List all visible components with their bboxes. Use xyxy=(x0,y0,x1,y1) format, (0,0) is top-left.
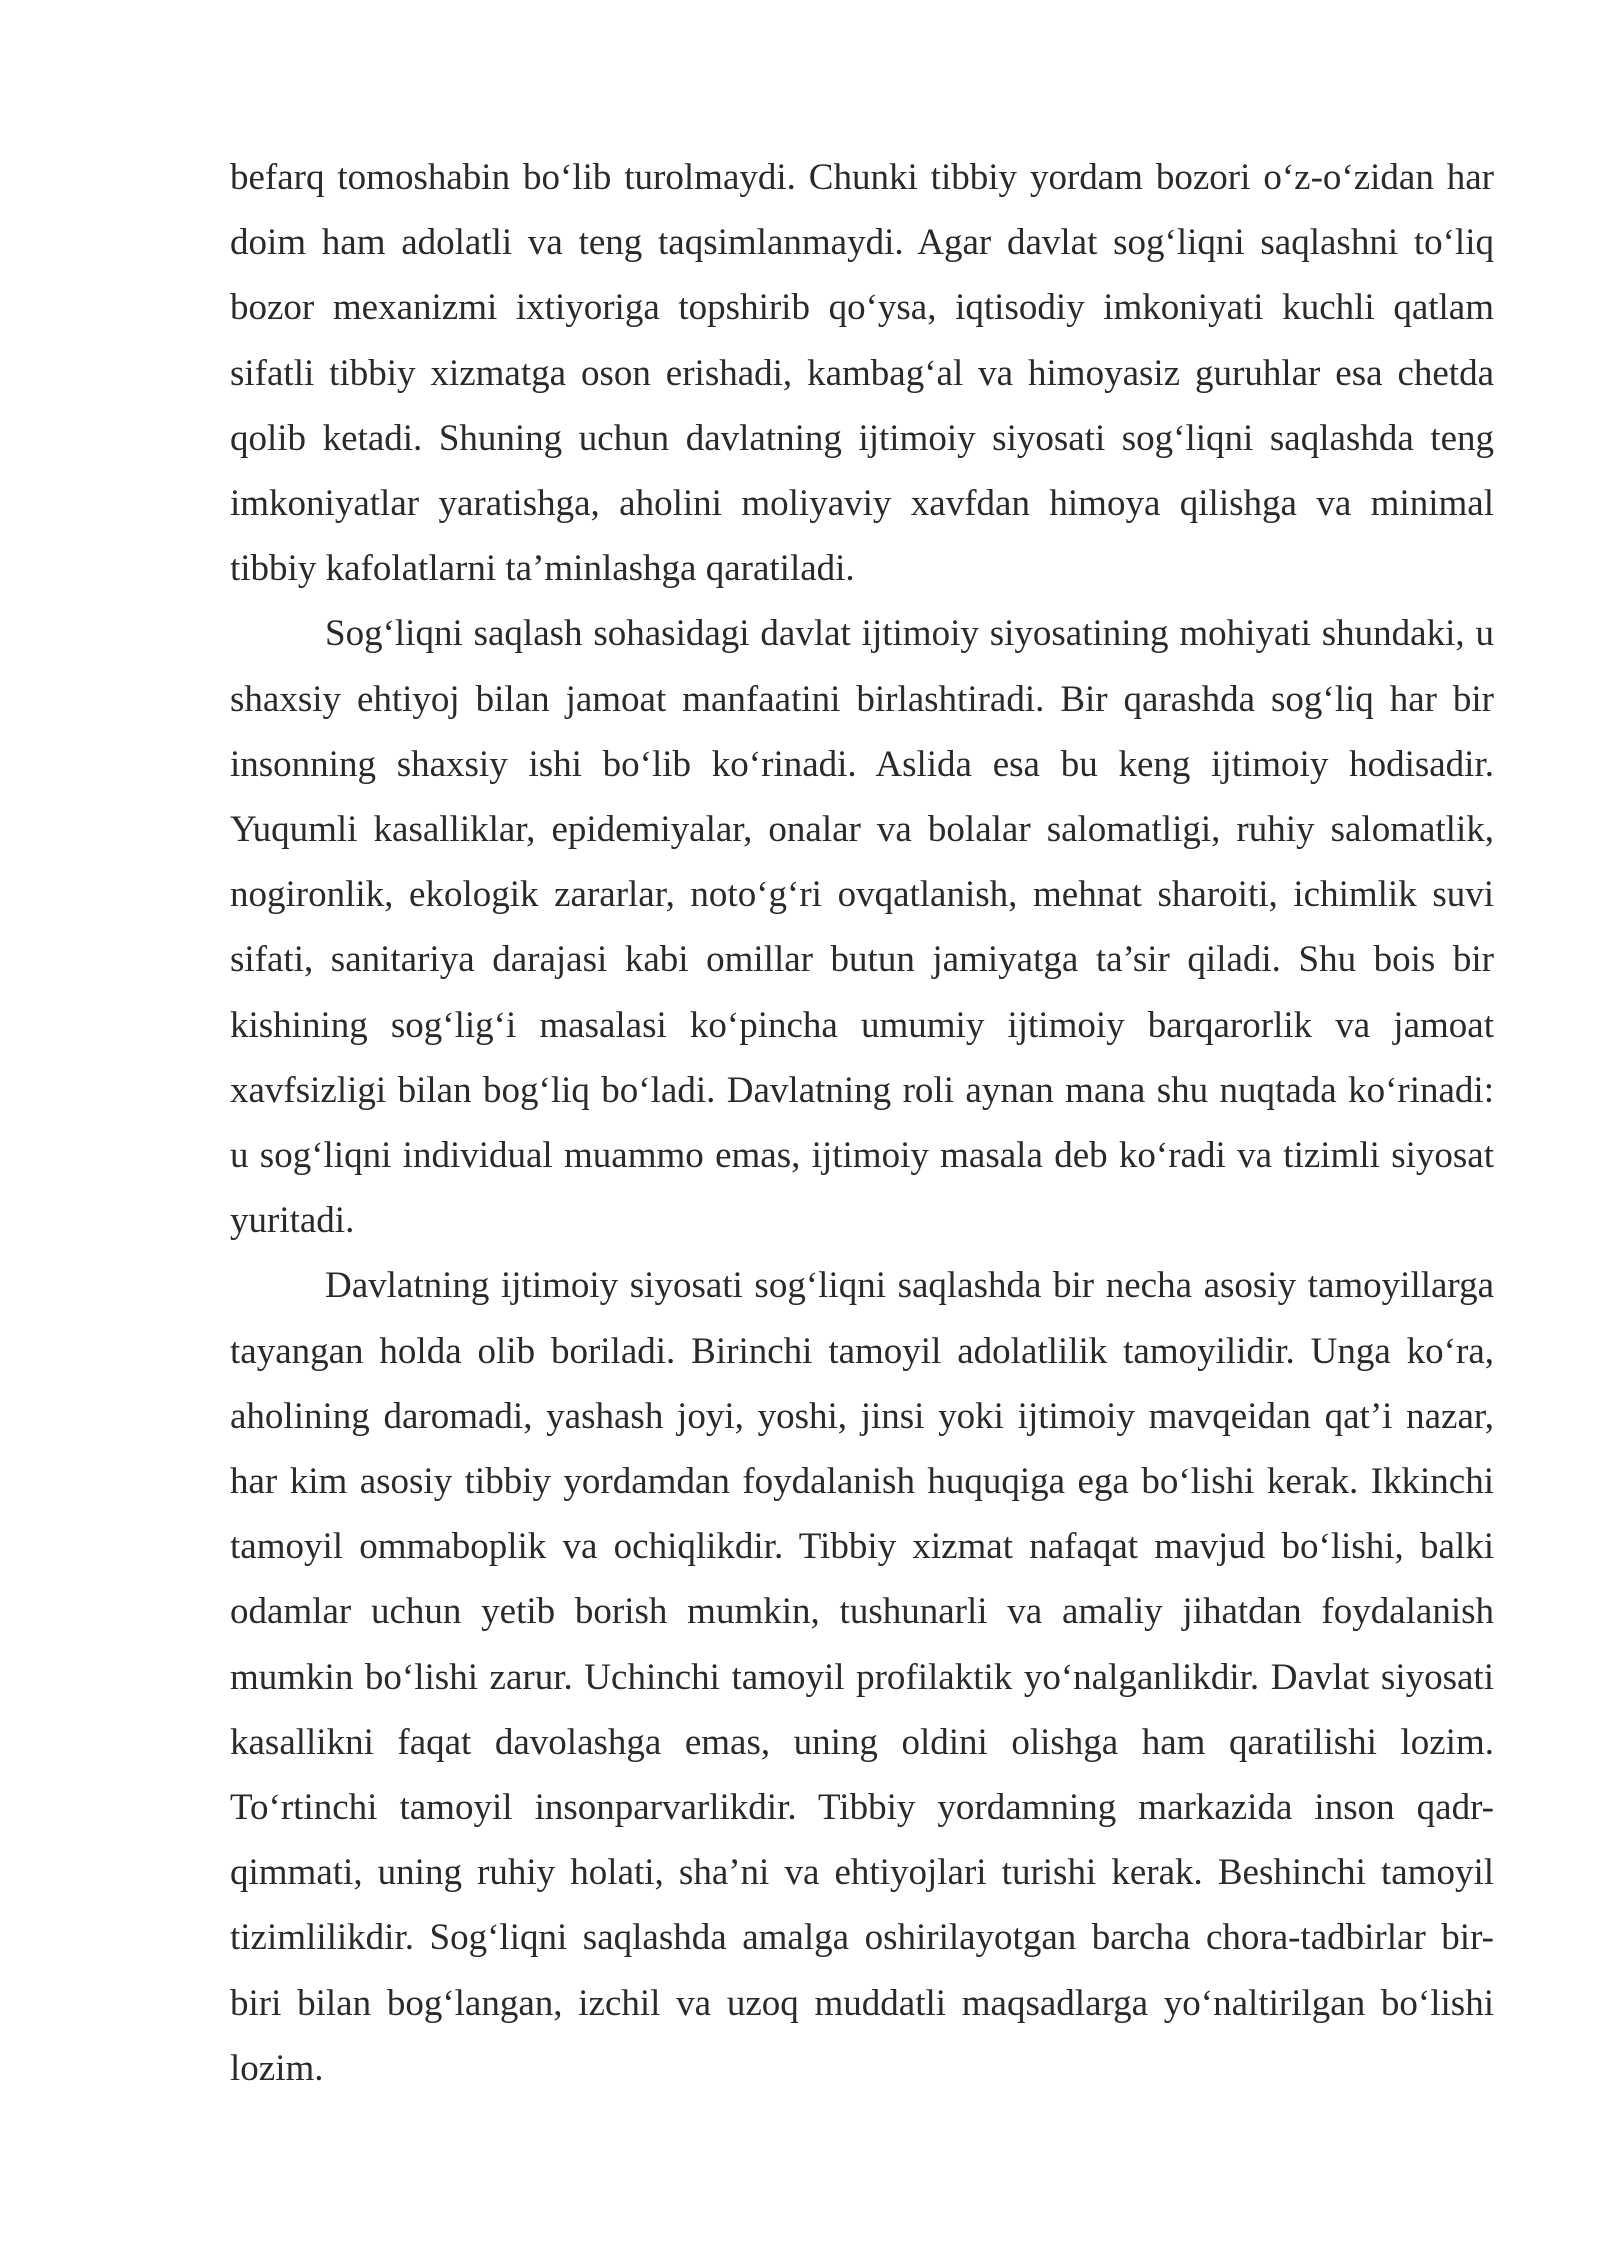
paragraph-continued: befarq tomoshabin bo‘lib turolmaydi. Chunki tibbiy yordam bozori o‘z-o‘zidan har doim ham adolatli va teng taqsimlanmaydi. Agar davlat sog‘liqni saqlashni to‘liq bozor mexanizmi ixtiyoriga topshirib qo‘ysa, iqtisodiy imkoniyati kuchli qatlam sifatli tibbiy xizmatga oson erishadi, kambag‘al va himoyasiz guruhlar esa chetda qolib ketadi. Shuning uchun davlatning ijtimoiy siyosati sog‘liqni saqlashda teng imkoniyatlar yaratishga, aholini moliyaviy xavfdan himoya qilishga va minimal tibbiy kafolatlarni ta’minlashga qaratiladi. xyxy=(230,157,1494,590)
paragraph: Sog‘liqni saqlash sohasidagi davlat ijtimoiy siyosatining mohiyati shundaki, u shaxsiy ehtiyoj bilan jamoat manfaatini birlashtiradi. Bir qarashda sog‘liq har bir insonning shaxsiy ishi bo‘lib ko‘rinadi. Aslida esa bu keng ijtimoiy hodisadir. Yuqumli kasalliklar, epidemiyalar, onalar va bolalar salomatligi, ruhiy salomatlik, nogironlik, ekologik zararlar, noto‘g‘ri ovqatlanish, mehnat sharoiti, ichimlik suvi sifati, sanitariya darajasi kabi omillar butun jamiyatga ta’sir qiladi. Shu bois bir kishining sog‘lig‘i masalasi ko‘pincha umumiy ijtimoiy barqarorlik va jamoat xavfsizligi bilan bog‘liq bo‘ladi. Davlatning roli aynan mana shu nuqtada ko‘rinadi: u sog‘liqni individual muammo emas, ijtimoiy masala deb ko‘radi va tizimli siyosat yuritadi. xyxy=(230,613,1494,1242)
document-body xyxy=(230,145,1494,2101)
paragraph: Davlatning ijtimoiy siyosati sog‘liqni saqlashda bir necha asosiy tamoyillarga tayangan holda olib boriladi. Birinchi tamoyil adolatlilik tamoyilidir. Unga ko‘ra, aholining daromadi, yashash joyi, yoshi, jinsi yoki ijtimoiy mavqeidan qat’i nazar, har kim asosiy tibbiy yordamdan foydalanish huquqiga ega bo‘lishi kerak. Ikkinchi tamoyil ommaboplik va ochiqlikdir. Tibbiy xizmat nafaqat mavjud bo‘lishi, balki odamlar uchun yetib borish mumkin, tushunarli va amaliy jihatdan foydalanish mumkin bo‘lishi zarur. Uchinchi tamoyil profilaktik yo‘nalganlikdir. Davlat siyosati kasallikni faqat davolashga emas, uning oldini olishga ham qaratilishi lozim. To‘rtinchi tamoyil insonparvarlikdir. Tibbiy yordamning markazida inson qadr-qimmati, uning ruhiy holati, sha’ni va ehtiyojlari turishi kerak. Beshinchi tamoyil tizimlilikdir. Sog‘liqni saqlashda amalga oshirilayotgan barcha chora-tadbirlar bir-biri bilan bog‘langan, izchil va uzoq muddatli maqsadlarga yo‘naltirilgan bo‘lishi lozim. xyxy=(230,1265,1494,2089)
